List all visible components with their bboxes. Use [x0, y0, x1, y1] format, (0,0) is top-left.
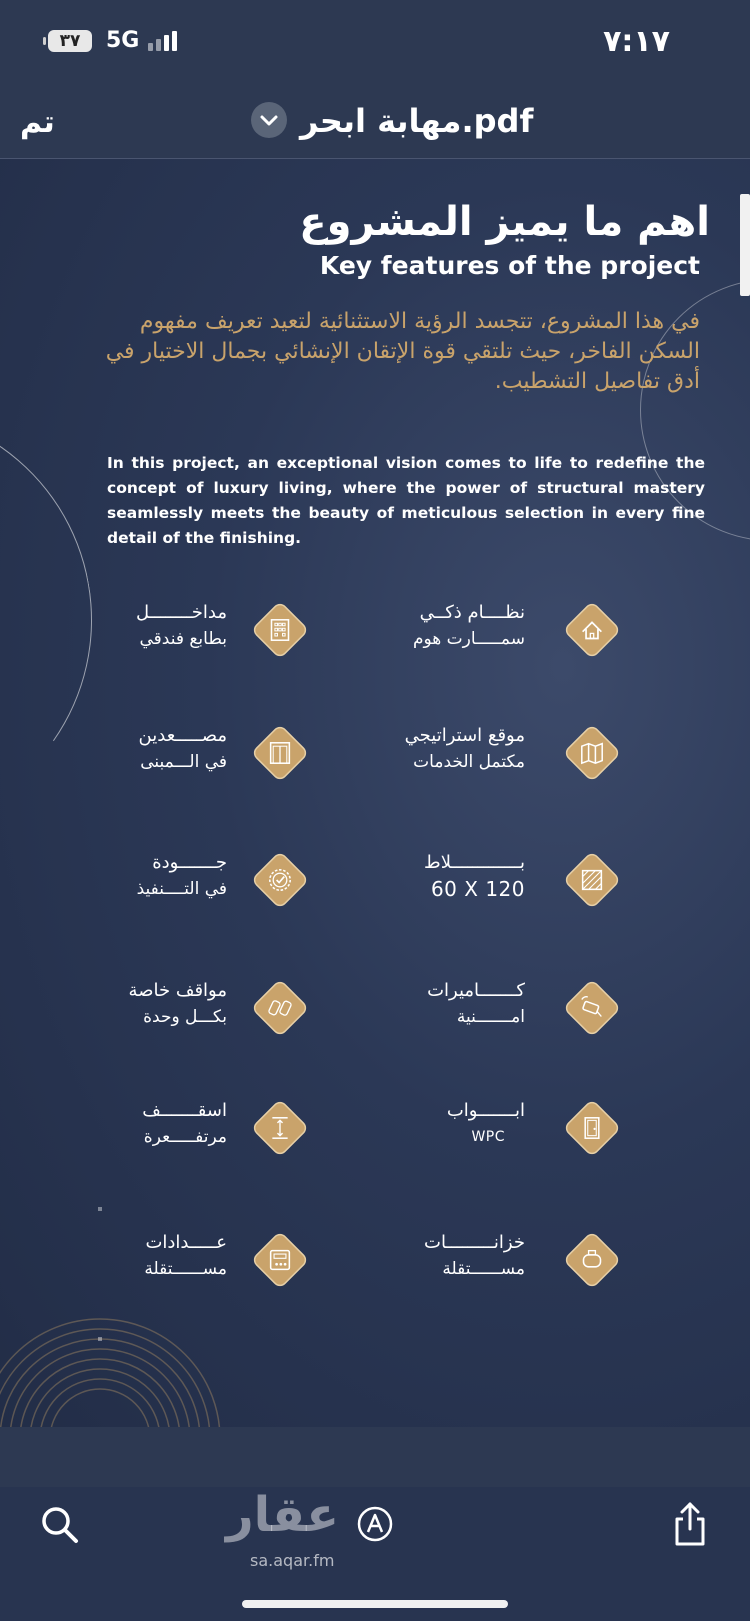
status-bar: [0, 0, 750, 90]
feature-label: [424, 1230, 525, 1282]
feature-line-1: جـــــــودة: [152, 852, 227, 873]
clock: ٧:١٧: [603, 24, 670, 59]
smart-home-icon: [562, 600, 620, 658]
feature-line-2: امـــــــنية: [456, 1007, 525, 1027]
feature-line-1: مصـــــعدين: [138, 725, 227, 746]
network-type: 5G: [106, 28, 140, 53]
meter-icon: [250, 1230, 308, 1288]
feature-line-1: موقع استراتيجي: [404, 725, 525, 746]
pdf-page[interactable]: [0, 159, 750, 1427]
decorative-dot: [98, 1337, 102, 1341]
heading-english: Key features of the project: [319, 251, 700, 280]
feature-line-1: خزانـــــــــات: [424, 1232, 525, 1253]
feature-label: [144, 1230, 227, 1282]
feature-line-2: بكـــل وحدة: [143, 1007, 227, 1027]
feature-label: [427, 978, 525, 1030]
door-icon: [562, 1098, 620, 1156]
share-button[interactable]: [672, 1501, 708, 1547]
share-icon: [672, 1501, 708, 1547]
feature-line-1: بـــــــــــــلاط: [424, 852, 525, 873]
feature-line-2: مرتفـــــعرة: [143, 1127, 227, 1147]
feature-line-1: نظــــام ذكــي: [419, 602, 525, 623]
nav-bar: [0, 90, 750, 160]
feature-label: [142, 1098, 227, 1150]
feature-line-1: مواقف خاصة: [128, 980, 227, 1001]
parking-icon: [250, 978, 308, 1036]
feature-line-1: اسقـــــــف: [142, 1100, 227, 1121]
feature-line-2: سمـــــارت هوم: [412, 629, 525, 649]
feature-line-1: مداخــــــــل: [135, 602, 227, 623]
water-tank-icon: [562, 1230, 620, 1288]
battery-tip: [43, 37, 46, 45]
document-title[interactable]: مهابة ابحر.pdf: [300, 102, 534, 140]
heading-arabic: اهم ما يميز المشروع: [299, 199, 710, 245]
intro-arabic: في هذا المشروع، تتجسد الرؤية الاستثنائية لتعيد تعريف مفهوم السكن الفاخر، حيث تلتقي قوة الإتقان الإنشائي بجمال الاختيار في أدق تفاصيل التشطيب.: [105, 309, 700, 394]
feature-label: [137, 850, 227, 902]
feature-line-2: مكتمل الخدمات: [413, 752, 525, 772]
watermark-logo: عقار: [226, 1487, 339, 1543]
feature-line-1: كـــــــاميرات: [427, 980, 525, 1001]
feature-line-2: 60 X 120: [430, 877, 525, 901]
search-button[interactable]: [40, 1505, 80, 1545]
ceiling-height-icon: [250, 1098, 308, 1156]
markup-pen-icon: [356, 1505, 394, 1543]
decorative-dot: [98, 1207, 102, 1211]
markup-button[interactable]: [356, 1505, 394, 1543]
elevator-icon: [250, 723, 308, 781]
tiles-icon: [562, 850, 620, 908]
feature-line-2: مســــــتقلة: [442, 1259, 525, 1279]
feature-line-2: في الـــمبنى: [140, 752, 227, 772]
map-icon: [562, 723, 620, 781]
title-menu-button[interactable]: [251, 102, 287, 138]
search-icon: [40, 1505, 80, 1545]
home-indicator[interactable]: [242, 1600, 508, 1608]
feature-line-2: في التــــنفيذ: [136, 879, 227, 899]
feature-label: [447, 1098, 525, 1150]
decorative-arc-left: [0, 376, 125, 865]
feature-line-2: WPC: [471, 1129, 505, 1145]
camera-icon: [562, 978, 620, 1036]
quality-badge-icon: [250, 850, 308, 908]
feature-line-1: عـــــدادات: [145, 1232, 227, 1253]
feature-label: [405, 723, 525, 775]
bottom-toolbar: [0, 1487, 750, 1621]
feature-line-2: بطابع فندقي: [139, 629, 227, 649]
feature-label: [129, 978, 227, 1030]
feature-line-1: ابـــــــواب: [446, 1100, 525, 1121]
feature-line-2: مســــــتقلة: [144, 1259, 227, 1279]
done-button[interactable]: تم: [20, 105, 55, 140]
feature-label: [139, 723, 227, 775]
feature-label: [413, 600, 525, 652]
intro-english: In this project, an exceptional vision comes to life to redefine the concept of luxury living, where the power of structural mastery seamlessly meets the beauty of meticulous selection in every fine detail of the finishing.: [107, 454, 705, 547]
feature-label: [136, 600, 227, 652]
battery-indicator: ٣٧: [48, 30, 92, 52]
watermark-url: sa.aqar.fm: [250, 1551, 335, 1570]
feature-label: [424, 850, 525, 902]
scroll-indicator[interactable]: [740, 194, 750, 296]
building-icon: [250, 600, 308, 658]
chevron-down-icon: [251, 102, 287, 138]
signal-icon: [148, 31, 182, 51]
page-gap: [0, 1427, 750, 1487]
